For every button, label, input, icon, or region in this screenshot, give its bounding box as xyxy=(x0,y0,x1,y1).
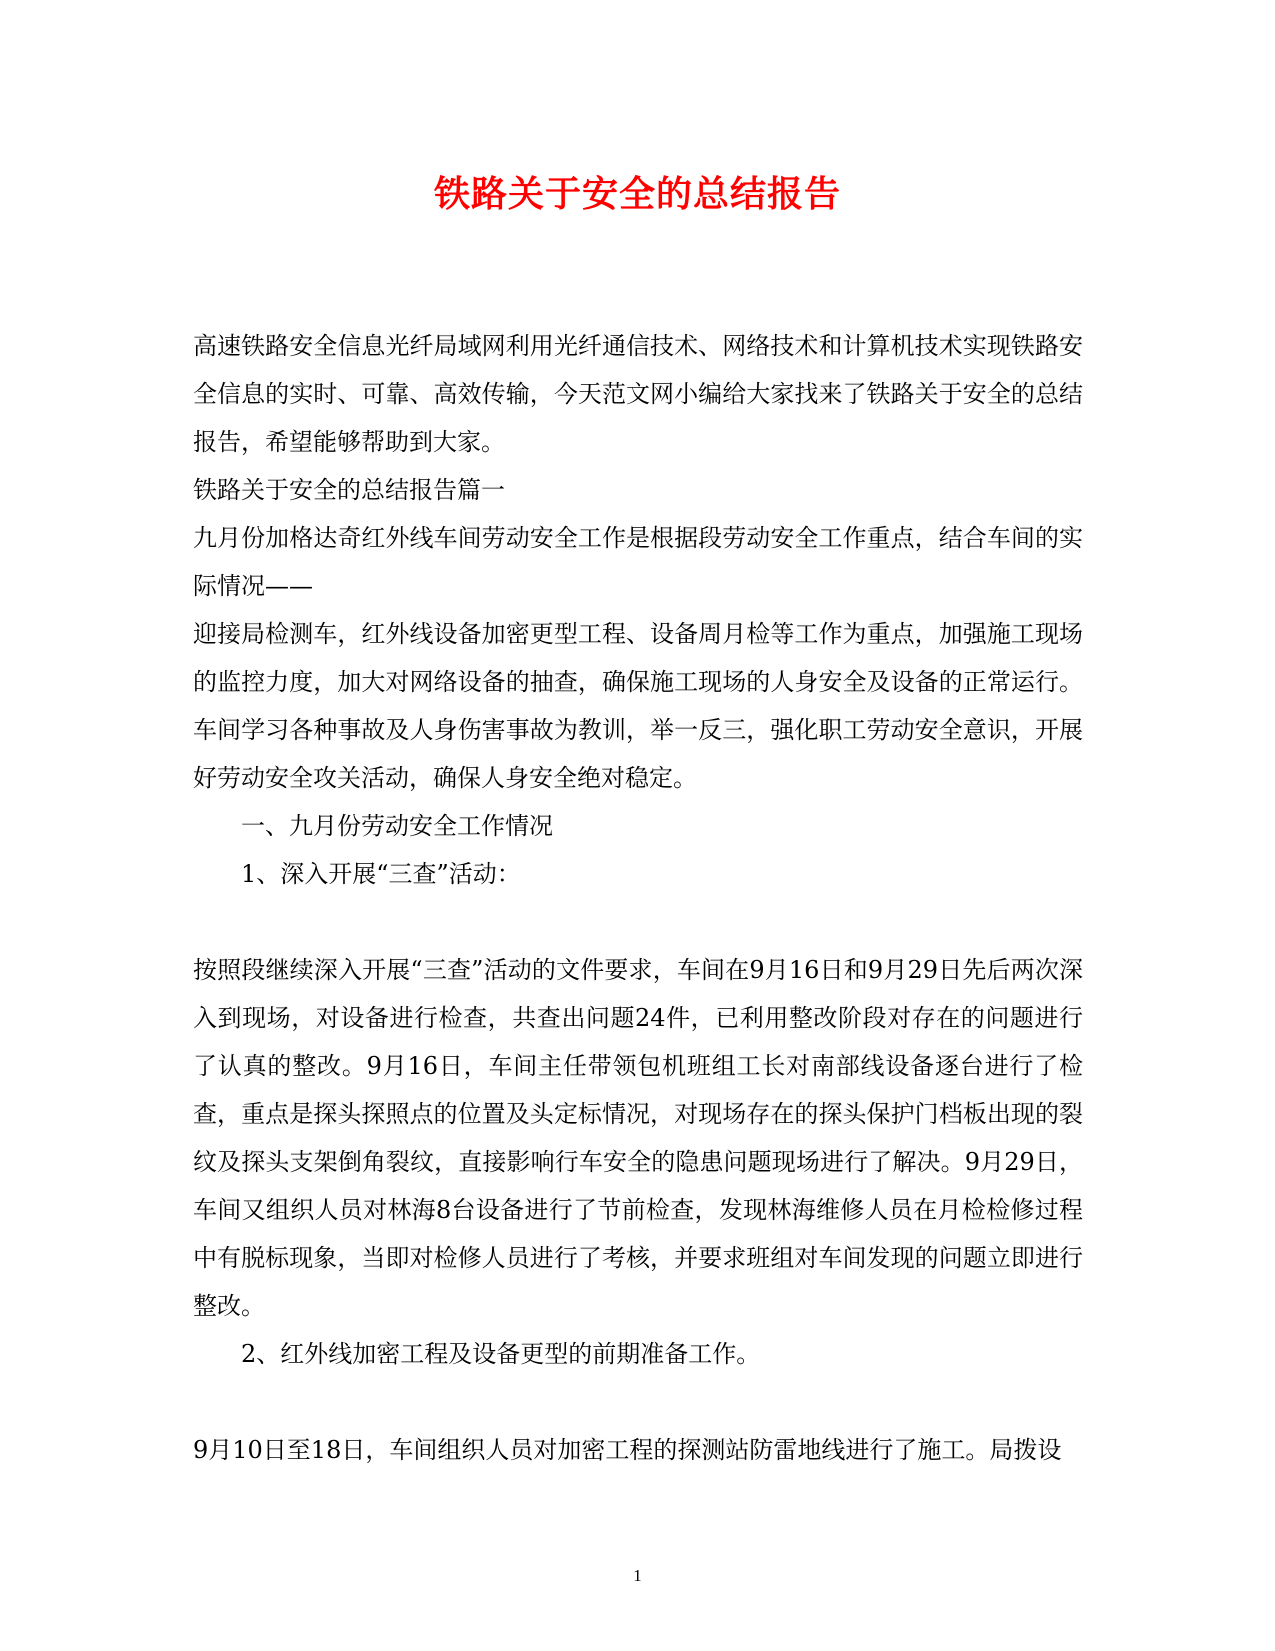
subsection-heading: 2、红外线加密工程及设备更型的前期准备工作。 xyxy=(241,1340,761,1368)
body-paragraph: 按照段继续深入开展“三查”活动的文件要求，车间在9月16日和9月29日先后两次深入到现场，对设备进行检查，共查出问题24件，已利用整改阶段对存在的问题进行了认真的整改。9月16日，车间主任带领包机班组工长对南部线设备逐台进行了检查，重点是探头探照点的位置及头定标情况，对现场存在的探头保护门档板出现的裂纹及探头支架倒角裂纹，直接影响行车安全的隐患问题现场进行了解决。9月29日，车间又组织人员对林海8台设备进行了节前检查，发现林海维修人员在月检检修过程中有脱标现象，当即对检修人员进行了考核，并要求班组对车间发现的问题立即进行整改。 xyxy=(193,956,1083,1320)
section-heading: 铁路关于安全的总结报告篇一 xyxy=(193,476,505,504)
document-title: 铁路关于安全的总结报告 xyxy=(433,173,841,215)
body-paragraph: 九月份加格达奇红外线车间劳动安全工作是根据段劳动安全工作重点，结合车间的实际情况—— xyxy=(193,524,1083,600)
page-number: 1 xyxy=(633,1566,642,1585)
document-body xyxy=(193,322,1083,1474)
subsection-heading: 一、九月份劳动安全工作情况 xyxy=(241,812,553,840)
paragraph-gap xyxy=(193,898,1083,946)
paragraph-gap xyxy=(193,1378,1083,1426)
subsection-heading: 1、深入开展“三查”活动： xyxy=(241,860,521,888)
body-paragraph: 9月10日至18日，车间组织人员对加密工程的探测站防雷地线进行了施工。局拨设 xyxy=(193,1436,1062,1464)
intro-paragraph: 高速铁路安全信息光纤局域网利用光纤通信技术、网络技术和计算机技术实现铁路安全信息的实时、可靠、高效传输，今天范文网小编给大家找来了铁路关于安全的总结报告，希望能够帮助到大家。 xyxy=(193,332,1083,456)
body-paragraph: 迎接局检测车，红外线设备加密更型工程、设备周月检等工作为重点，加强施工现场的监控力度，加大对网络设备的抽查，确保施工现场的人身安全及设备的正常运行。车间学习各种事故及人身伤害事故为教训，举一反三，强化职工劳动安全意识，开展好劳动安全攻关活动，确保人身安全绝对稳定。 xyxy=(193,620,1083,792)
